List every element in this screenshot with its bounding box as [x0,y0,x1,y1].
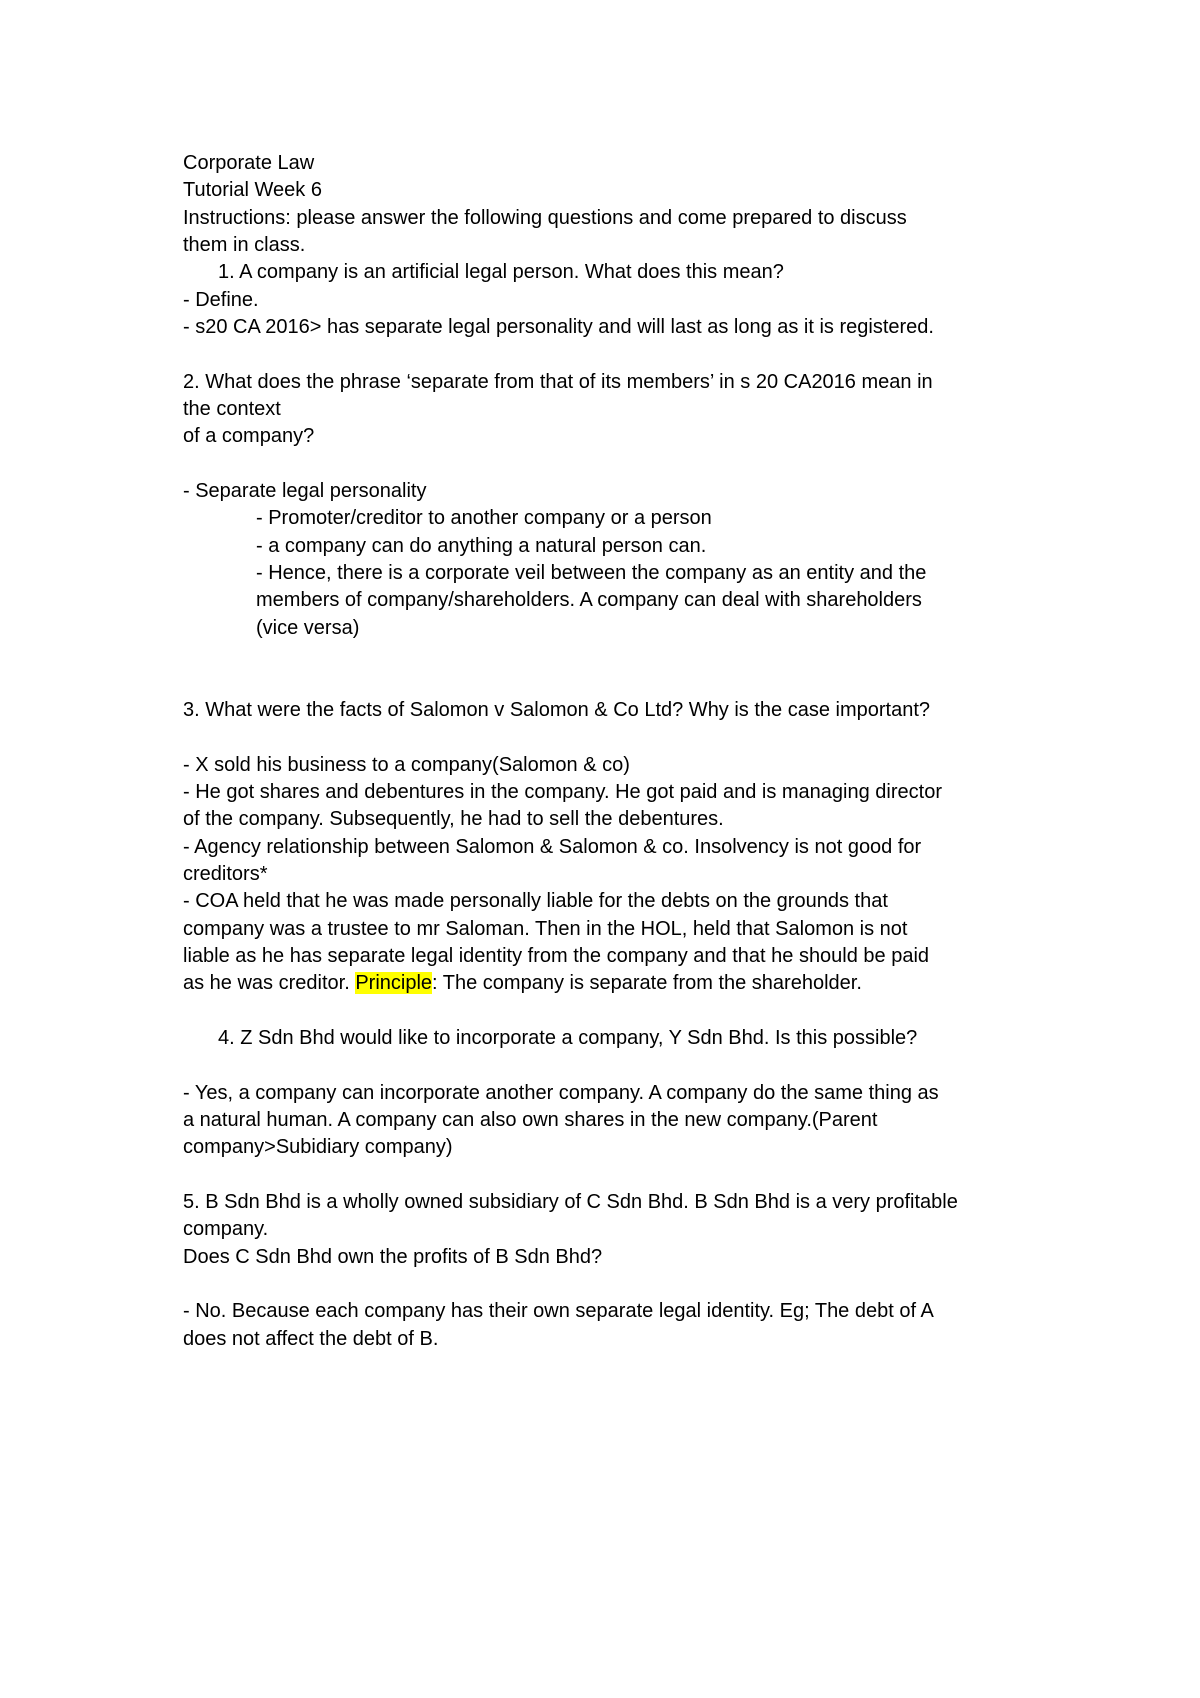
course-title: Corporate Law [183,152,315,174]
principle-text: : The company is separate from the shareholder. [432,972,862,994]
sub-answer-line: - a company can do anything a natural person can. [256,535,707,557]
question-5: 5. B Sdn Bhd is a wholly owned subsidiary of C Sdn Bhd. B Sdn Bhd is a very profitable [183,1191,958,1213]
question-3: 3. What were the facts of Salomon v Salomon & Co Ltd? Why is the case important? [183,699,931,721]
answer-line: of the company. Subsequently, he had to sell the debentures. [183,808,724,830]
answer-line: - COA held that he was made personally liable for the debts on the grounds that [183,890,888,912]
instructions-line: them in class. [183,234,306,256]
answer-line: - Yes, a company can incorporate another company. A company do the same thing as [183,1082,939,1104]
question-1: 1. A company is an artificial legal person. What does this mean? [218,261,784,283]
question-2: of a company? [183,425,315,447]
sub-answer-line: - Promoter/creditor to another company or a person [256,507,712,529]
sub-answer-line: - Hence, there is a corporate veil between the company as an entity and the [256,562,927,584]
sub-answer-line: (vice versa) [256,617,360,639]
sub-answer-line: members of company/shareholders. A company can deal with shareholders [256,589,922,611]
question-2: 2. What does the phrase ‘separate from that of its members’ in s 20 CA2016 mean in [183,371,933,393]
principle-line [183,969,862,997]
answer-line: - He got shares and debentures in the company. He got paid and is managing director [183,781,942,803]
tutorial-week: Tutorial Week 6 [183,179,322,201]
answer-line: does not affect the debt of B. [183,1328,439,1350]
question-2: the context [183,398,281,420]
question-4: 4. Z Sdn Bhd would like to incorporate a company, Y Sdn Bhd. Is this possible? [218,1027,918,1049]
answer-line: - X sold his business to a company(Salomon & co) [183,754,630,776]
instructions-line: Instructions: please answer the following questions and come prepared to discuss [183,207,907,229]
answer-line: - s20 CA 2016> has separate legal personality and will last as long as it is registered. [183,316,934,338]
answer-line: a natural human. A company can also own shares in the new company.(Parent [183,1109,878,1131]
answer-line: creditors* [183,863,268,885]
answer-line: - Define. [183,289,259,311]
answer-line: - Separate legal personality [183,480,427,502]
principle-prefix: as he was creditor. [183,972,356,994]
question-5: company. [183,1218,269,1240]
answer-line: - Agency relationship between Salomon & Salomon & co. Insolvency is not good for [183,836,922,858]
principle-highlight: Principle [355,972,433,994]
answer-line: - No. Because each company has their own separate legal identity. Eg; The debt of A [183,1300,934,1322]
question-5: Does C Sdn Bhd own the profits of B Sdn Bhd? [183,1246,603,1268]
answer-line: company>Subidiary company) [183,1136,453,1158]
answer-line: company was a trustee to mr Saloman. Then in the HOL, held that Salomon is not [183,918,908,940]
answer-line: liable as he has separate legal identity from the company and that he should be paid [183,945,930,967]
